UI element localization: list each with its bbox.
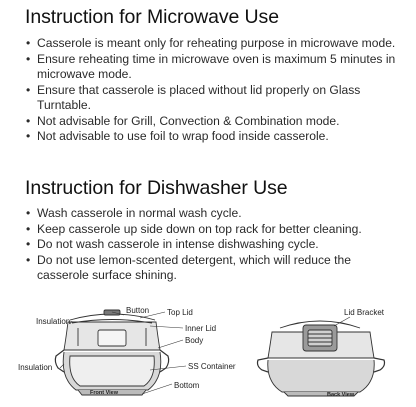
front-view-illustration: [55, 310, 168, 395]
list-item: • Ensure reheating time in microwave oven is maximum 5 minutes in microwave mode.: [26, 52, 396, 83]
label-ss-container: SS Container: [188, 362, 236, 371]
label-button: Button: [126, 306, 150, 315]
list-item: • Not advisable to use foil to wrap food inside casserole.: [26, 129, 396, 145]
label-inner-lid: Inner Lid: [185, 324, 217, 333]
list-item: • Do not use lemon-scented detergent, which will reduce the casserole surface shining.: [26, 253, 396, 284]
label-top-lid: Top Lid: [167, 308, 193, 317]
dishwasher-section-title: Instruction for Dishwasher Use: [25, 177, 288, 199]
list-item: • Do not wash casserole in intense dishwashing cycle.: [26, 237, 396, 253]
list-item: • Not advisable for Grill, Convection & Combination mode.: [26, 114, 396, 130]
caption-back-view: Back View: [327, 392, 355, 398]
label-bottom: Bottom: [174, 381, 200, 390]
microwave-instructions-list: [26, 36, 396, 145]
list-item: • Casserole is meant only for reheating purpose in microwave mode.: [26, 36, 396, 52]
list-item: • Ensure that casserole is placed without lid properly on Glass Turntable.: [26, 83, 396, 114]
label-insulation-top: Insulation: [36, 317, 71, 326]
casserole-diagram: [0, 298, 416, 407]
list-item: • Wash casserole in normal wash cycle.: [26, 206, 396, 222]
caption-front-view: Front View: [90, 390, 119, 396]
microwave-section-title: Instruction for Microwave Use: [25, 6, 279, 28]
label-body: Body: [185, 336, 204, 345]
label-lid-bracket: Lid Bracket: [344, 308, 385, 317]
back-view-illustration: [258, 321, 385, 396]
dishwasher-instructions-list: [26, 206, 396, 284]
label-insulation-bottom: Insulation: [18, 363, 53, 372]
list-item: • Keep casserole up side down on top rack for better cleaning.: [26, 222, 396, 238]
